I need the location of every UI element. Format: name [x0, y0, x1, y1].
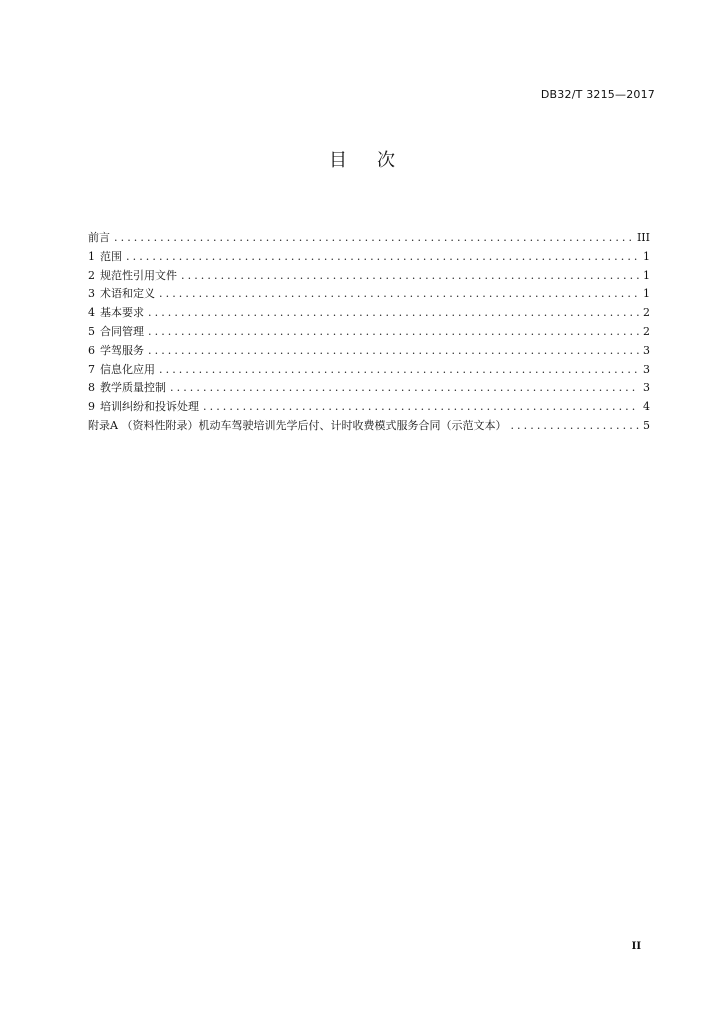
- toc-entry-label: 教学质量控制: [100, 381, 166, 395]
- toc-entry-7[interactable]: [88, 361, 650, 380]
- toc-entry-2[interactable]: [88, 267, 650, 286]
- toc-entry-page: 5: [643, 418, 650, 432]
- toc-leader-dots: [203, 398, 639, 417]
- toc-entry-5[interactable]: [88, 323, 650, 342]
- toc-entry-label: 合同管理: [100, 324, 144, 338]
- toc-entry-label: 范围: [100, 249, 122, 263]
- toc-entry-number: 6: [88, 343, 95, 357]
- toc-leader-dots: [170, 379, 639, 398]
- toc-leader-dots: [148, 323, 639, 342]
- toc-entry-label: 术语和定义: [100, 287, 155, 301]
- toc-entry-3[interactable]: [88, 285, 650, 304]
- toc-entry-page: 4: [643, 400, 650, 414]
- toc-entry-page: 2: [643, 306, 650, 320]
- toc-entry-number: 7: [88, 362, 95, 376]
- toc-entry-page: 1: [643, 287, 650, 301]
- toc-entry-page: 1: [643, 268, 650, 282]
- toc-entry-page: 2: [643, 324, 650, 338]
- toc-entry-page: 3: [643, 381, 650, 395]
- toc-entry-4[interactable]: [88, 304, 650, 323]
- toc-leader-dots: [148, 304, 639, 323]
- toc-entry-page: 3: [643, 362, 650, 376]
- toc-entry-page: 3: [643, 343, 650, 357]
- toc-entry-label: 学驾服务: [100, 343, 144, 357]
- document-code: DB32/T 3215—2017: [540, 88, 655, 101]
- toc-entry-1[interactable]: [88, 248, 650, 267]
- toc-entry-preface[interactable]: [88, 229, 650, 248]
- toc-entry-label: 附录A （资料性附录）机动车驾驶培训先学后付、计时收费模式服务合同（示范文本）: [88, 418, 507, 432]
- toc-entry-8[interactable]: [88, 379, 650, 398]
- toc-leader-dots: [148, 342, 639, 361]
- toc-leader-dots: [114, 229, 633, 248]
- toc-entry-number: 1: [88, 249, 95, 263]
- page-number: II: [631, 941, 641, 952]
- toc-entry-6[interactable]: [88, 342, 650, 361]
- toc-entry-label: 前言: [88, 231, 110, 244]
- toc-leader-dots: [181, 267, 639, 286]
- toc-entry-number: 4: [88, 306, 95, 320]
- toc-entry-9[interactable]: [88, 398, 650, 417]
- toc-entry-number: 2: [88, 268, 95, 282]
- toc-title: 目次: [329, 150, 425, 171]
- toc-entry-label: 基本要求: [100, 306, 144, 320]
- toc-entry-page: III: [636, 231, 650, 244]
- toc-entry-number: 3: [88, 287, 95, 301]
- toc-entry-label: 培训纠纷和投诉处理: [100, 400, 199, 414]
- toc-entry-label: 信息化应用: [100, 362, 155, 376]
- toc-leader-dots: [159, 361, 639, 380]
- toc-entry-number: 8: [88, 381, 95, 395]
- toc-leader-dots: [126, 248, 639, 267]
- toc-leader-dots: [510, 417, 639, 436]
- toc-entry-number: 9: [88, 400, 95, 414]
- toc-entry-appendix-a[interactable]: [88, 417, 650, 436]
- table-of-contents: [88, 229, 650, 436]
- toc-entry-page: 1: [643, 249, 650, 263]
- toc-leader-dots: [159, 285, 639, 304]
- toc-entry-label: 规范性引用文件: [100, 268, 177, 282]
- toc-entry-number: 5: [88, 324, 95, 338]
